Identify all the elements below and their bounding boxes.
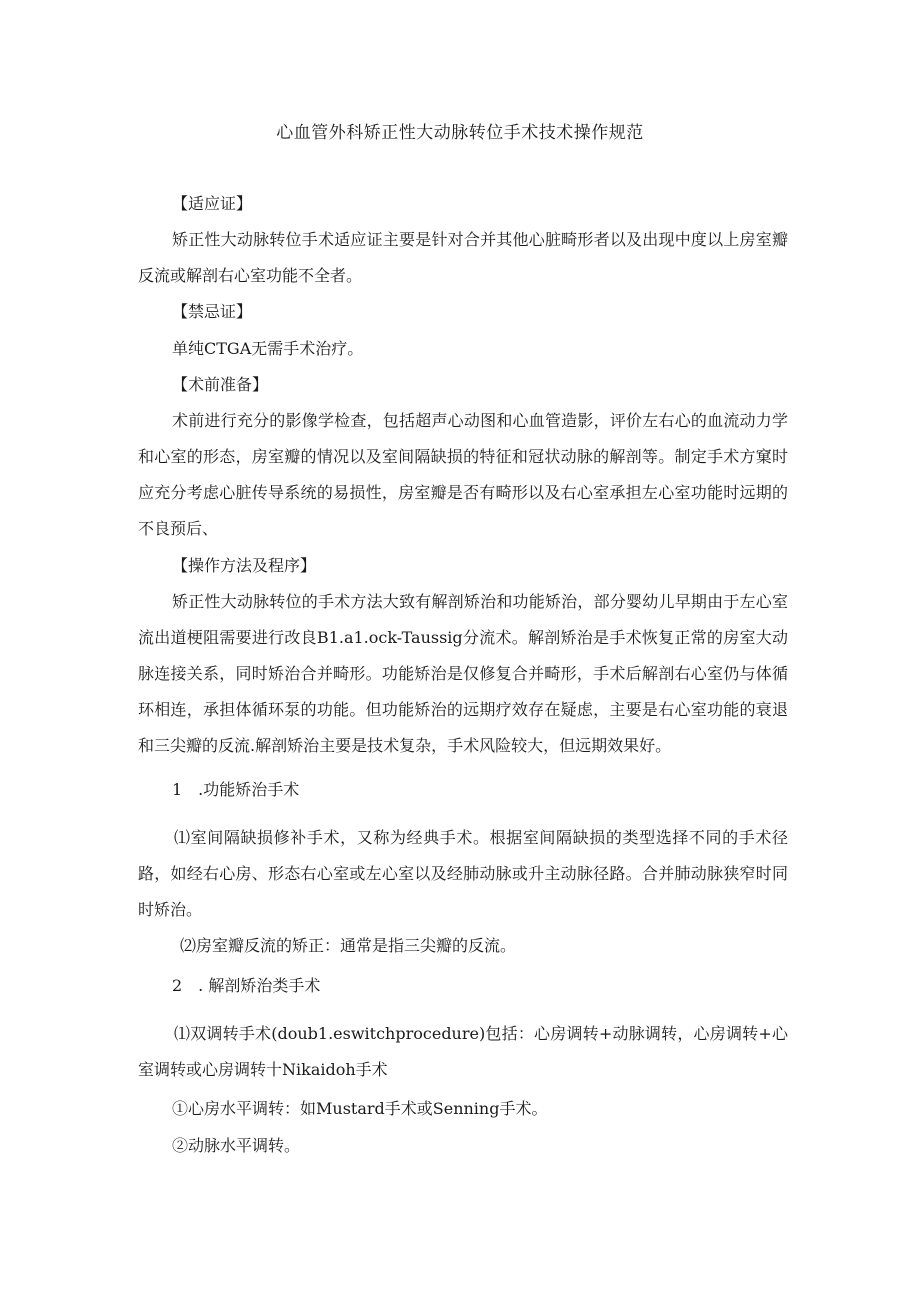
item2-heading: 2 . 解剖矫治类手术 [172,976,321,995]
preop-heading: 【术前准备】 [172,375,269,394]
indication-heading: 【适应证】 [172,194,253,213]
preop-paragraph: 术前进行充分的影像学检查，包括超声心动图和心血管造影，评价左右心的血流动力学和心室的形态，房室瓣的情况以及室间隔缺损的特征和冠状动脉的解剖等。制定手术方窠时应充分考虑心脏传导系统的易损性，房室瓣是否有畸形以及右心室承担左心室功能时远期的不良预后、 [138,411,788,538]
item1-sub1-paragraph: ⑴室间隔缺损修补手术，又称为经典手术。根据室间隔缺损的类型选择不同的手术径路，如经右心房、形态右心室或左心室以及经肺动脉或升主动脉径路。合并肺动脉狭窄时同时矫治。 [138,828,788,919]
item1-sub2-paragraph: ⑵房室瓣反流的矫正：通常是指三尖瓣的反流。 [180,936,517,955]
indication-paragraph: 矫正性大动脉转位手术适应证主要是针对合并其他心脏畸形者以及出现中度以上房室瓣反流或解剖右心室功能不全者。 [138,230,788,285]
item2-b-paragraph: ②动脉水平调转。 [172,1136,301,1155]
method-paragraph: 矫正性大动脉转位的手术方法大致有解剖矫治和功能矫治，部分婴幼儿早期由于左心室流出道梗阻需要进行改良B1.a1.ock-Taussig分流术。解剖矫治是手术恢复正常的房室大动脉连接关系，同时矫治合并畸形。功能矫治是仅修复合并畸形，手术后解剖右心室仍与体循环相连，承担体循环泵的功能。但功能矫治的远期疗效存在疑虑，主要是右心室功能的衰退和三尖瓣的反流.解剖矫治主要是技术复杂，手术风险较大，但远期效果好。 [138,592,788,755]
document-title: 心血管外科矫正性大动脉转位手术技术操作规范 [276,123,644,143]
item2-sub1-paragraph: ⑴双调转手术(doub1.eswitchprocedure)包括：心房调转+动脉调转，心房调转+心室调转或心房调转十Nikaidoh手术 [138,1024,788,1079]
item2-a-paragraph: ①心房水平调转：如Mustard手术或Senning手术。 [172,1099,548,1118]
contraindication-paragraph: 单纯CTGA无需手术治疗。 [172,339,364,358]
contraindication-heading: 【禁忌证】 [172,302,253,321]
item1-heading: 1 .功能矫治手术 [172,780,300,799]
method-heading: 【操作方法及程序】 [172,556,317,575]
